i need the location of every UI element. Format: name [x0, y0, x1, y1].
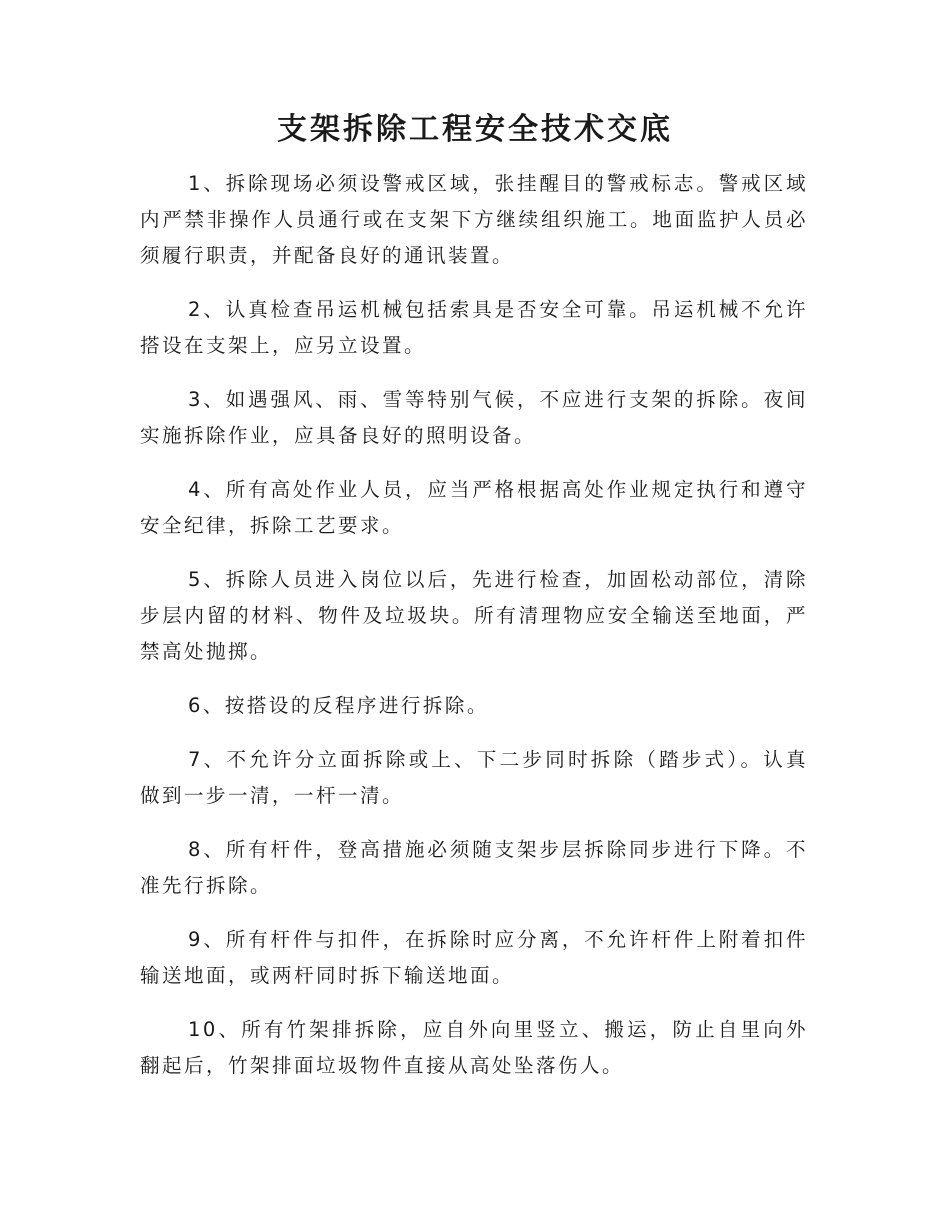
paragraph-10: 10、所有竹架排拆除，应自外向里竖立、搬运，防止自里向外翻起后，竹架排面垃圾物件直接从高处坠落伤人。: [140, 1018, 808, 1077]
paragraph-7: 7、不允许分立面拆除或上、下二步同时拆除（踏步式）。认真做到一步一清，一杆一清。: [140, 748, 808, 807]
document-body: [140, 166, 808, 1102]
page-title: 支架拆除工程安全技术交底: [277, 112, 673, 147]
paragraph-6: 6、按搭设的反程序进行拆除。: [188, 694, 489, 717]
paragraph-3: 3、如遇强风、雨、雪等特别气候，不应进行支架的拆除。夜间实施拆除作业，应具备良好的照明设备。: [140, 388, 808, 447]
paragraph-9: 9、所有杆件与扣件，在拆除时应分离，不允许杆件上附着扣件输送地面，或两杆同时拆下输送地面。: [140, 928, 808, 987]
paragraph-1: 1、拆除现场必须设警戒区域，张挂醒目的警戒标志。警戒区域内严禁非操作人员通行或在支架下方继续组织施工。地面监护人员必须履行职责，并配备良好的通讯装置。: [140, 172, 808, 267]
paragraph-2: 2、认真检查吊运机械包括索具是否安全可靠。吊运机械不允许搭设在支架上，应另立设置。: [140, 298, 808, 357]
paragraph-8: 8、所有杆件，登高措施必须随支架步层拆除同步进行下降。不准先行拆除。: [140, 838, 808, 897]
paragraph-5: 5、拆除人员进入岗位以后，先进行检查，加固松动部位，清除步层内留的材料、物件及垃圾块。所有清理物应安全输送至地面，严禁高处抛掷。: [140, 568, 808, 663]
paragraph-4: 4、所有高处作业人员，应当严格根据高处作业规定执行和遵守安全纪律，拆除工艺要求。: [140, 478, 808, 537]
